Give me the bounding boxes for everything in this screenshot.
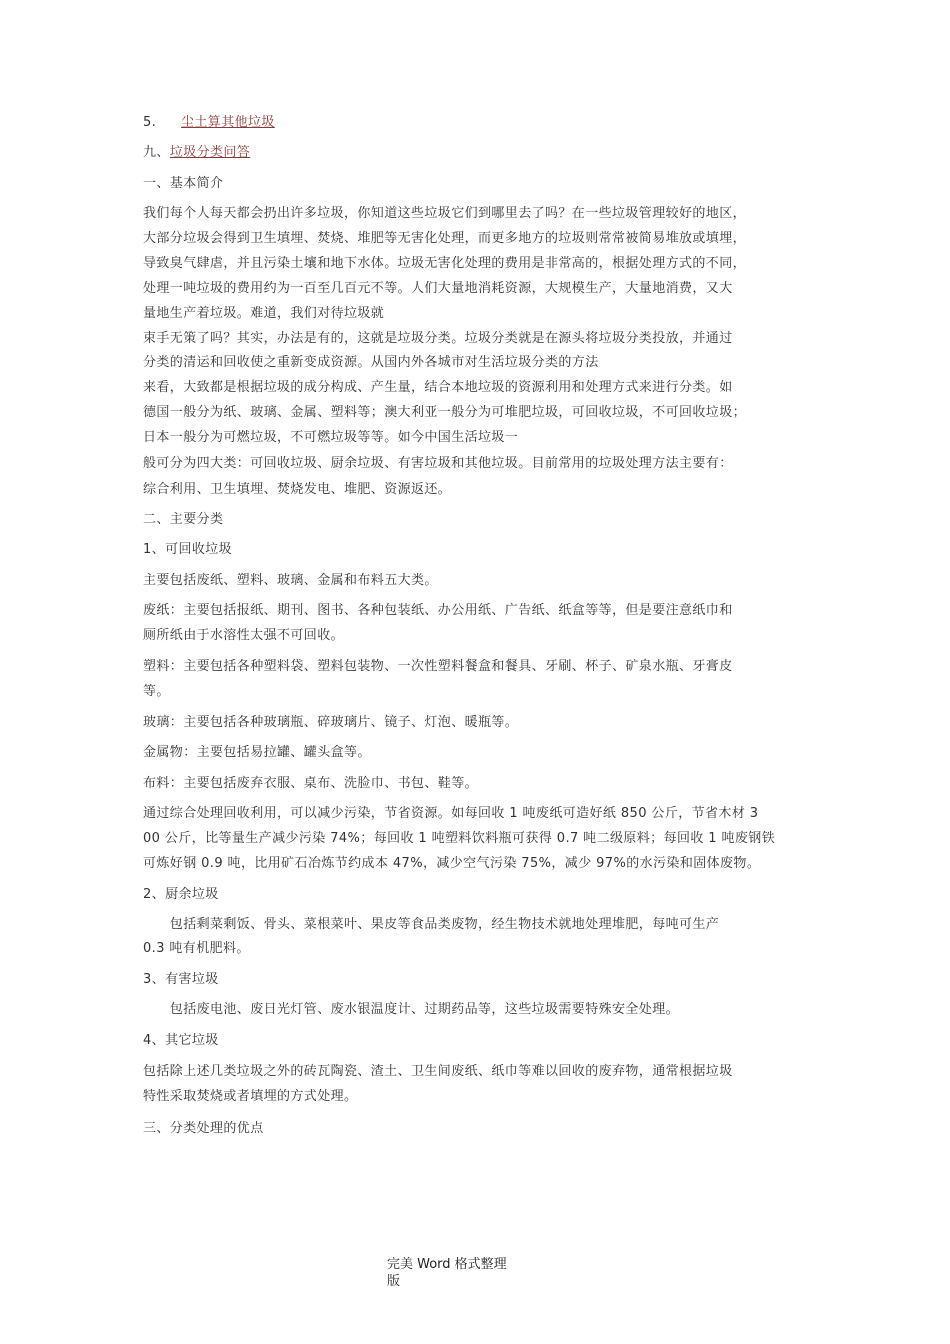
paragraph-line: 金属物：主要包括易拉罐、罐头盒等。 [143,745,371,760]
paragraph-line: 00 公斤，比等量生产减少污染 74%；每回收 1 吨塑料饮料瓶可获得 0.7 吨二级原料；每回收 1 吨废钢铁 [143,831,776,846]
paragraph-line: 包括剩菜剩饭、骨头、菜根菜叶、果皮等食品类废物，经生物技术就地处理堆肥，每吨可生产 [143,917,720,932]
paragraph-line: 大部分垃圾会得到卫生填埋、焚烧、堆肥等无害化处理，而更多地方的垃圾则常常被简易堆放或填埋， [143,231,747,246]
section-9-heading [143,144,250,162]
section-9-link[interactable]: 垃圾分类问答 [169,145,251,160]
paragraph-line: 束手无策了吗？其实，办法是有的，这就是垃圾分类。垃圾分类就是在源头将垃圾分类投放，并通过 [143,331,733,346]
paragraph-line: 处理一吨垃圾的费用约为一百至几百元不等。人们大量地消耗资源，大规模生产，大量地消费，又大 [143,281,733,296]
subsection-heading: 1、可回收垃圾 [143,542,233,557]
paragraph-line: 日本一般分为可燃垃圾，不可燃垃圾等等。如今中国生活垃圾一 [143,430,519,445]
footer-line: 版 [387,1274,401,1289]
footer-line: 完美 Word 格式整理 [387,1257,507,1272]
page-footer [387,1256,507,1290]
paragraph-line: 包括废电池、废日光灯管、废水银温度计、过期药品等，这些垃圾需要特殊安全处理。 [143,1002,680,1017]
subsection-heading: 2、厨余垃圾 [143,887,219,902]
paragraph-line: 量地生产着垃圾。难道，我们对待垃圾就 [143,306,385,321]
paragraph-line: 厕所纸由于水溶性太强不可回收。 [143,628,345,643]
paragraph-line: 导致臭气肆虐，并且污染土壤和地下水体。垃圾无害化处理的费用是非常高的，根据处理方式的不同， [143,256,747,271]
paragraph-line: 特性采取焚烧或者填埋的方式处理。 [143,1089,358,1104]
paragraph-line: 等。 [143,684,170,699]
paragraph-line: 布料：主要包括废弃衣服、桌布、洗脸巾、书包、鞋等。 [143,776,479,791]
paragraph-line: 可炼好钢 0.9 吨，比用矿石冶炼节约成本 47%，减少空气污染 75%，减少 97%的水污染和固体废物。 [143,856,761,871]
section-heading: 二、主要分类 [143,512,224,527]
paragraph-line: 般可分为四大类：可回收垃圾、厨余垃圾、有害垃圾和其他垃圾。目前常用的垃圾处理方法主要有： [143,456,733,471]
section-9-prefix: 九、 [143,145,170,160]
paragraph-line: 塑料：主要包括各种塑料袋、塑料包装物、一次性塑料餐盒和餐具、牙刷、杯子、矿泉水瓶、牙膏皮 [143,659,733,674]
paragraph-line: 来看，大致都是根据垃圾的成分构成、产生量，结合本地垃圾的资源利用和处理方式来进行分类。如 [143,380,733,395]
paragraph-line: 综合利用、卫生填埋、焚烧发电、堆肥、资源返还。 [143,482,452,497]
paragraph-line: 包括除上述几类垃圾之外的砖瓦陶瓷、渣土、卫生间废纸、纸巾等难以回收的废弃物，通常根据垃圾 [143,1064,733,1079]
paragraph-line: 玻璃：主要包括各种玻璃瓶、碎玻璃片、镜子、灯泡、暖瓶等。 [143,715,519,730]
paragraph-line: 德国一般分为纸、玻璃、金属、塑料等；澳大利亚一般分为可堆肥垃圾，可回收垃圾，不可回收垃圾； [143,405,747,420]
section-heading: 一、基本简介 [143,176,224,191]
paragraph-line: 我们每个人每天都会扔出许多垃圾，你知道这些垃圾它们到哪里去了吗？在一些垃圾管理较好的地区， [143,206,747,221]
subsection-heading: 3、有害垃圾 [143,972,219,987]
paragraph-line: 主要包括废纸、塑料、玻璃、金属和布料五大类。 [143,573,438,588]
section-heading: 三、分类处理的优点 [143,1121,264,1136]
subsection-heading: 4、其它垃圾 [143,1033,219,1048]
paragraph-line: 分类的清运和回收使之重新变成资源。从国内外各城市对生活垃圾分类的方法 [143,355,599,370]
paragraph-line: 废纸：主要包括报纸、期刊、图书、各种包装纸、办公用纸、广告纸、纸盒等等，但是要注意纸巾和 [143,603,733,618]
paragraph-line: 0.3 吨有机肥料。 [143,941,250,956]
paragraph-line: 通过综合处理回收利用，可以减少污染，节省资源。如每回收 1 吨废纸可造好纸 850 公斤，节省木材 3 [143,806,759,821]
list-item-number: 5. [143,115,157,130]
list-item-5 [143,114,275,132]
item-5-link[interactable]: 尘土算其他垃圾 [181,115,275,130]
